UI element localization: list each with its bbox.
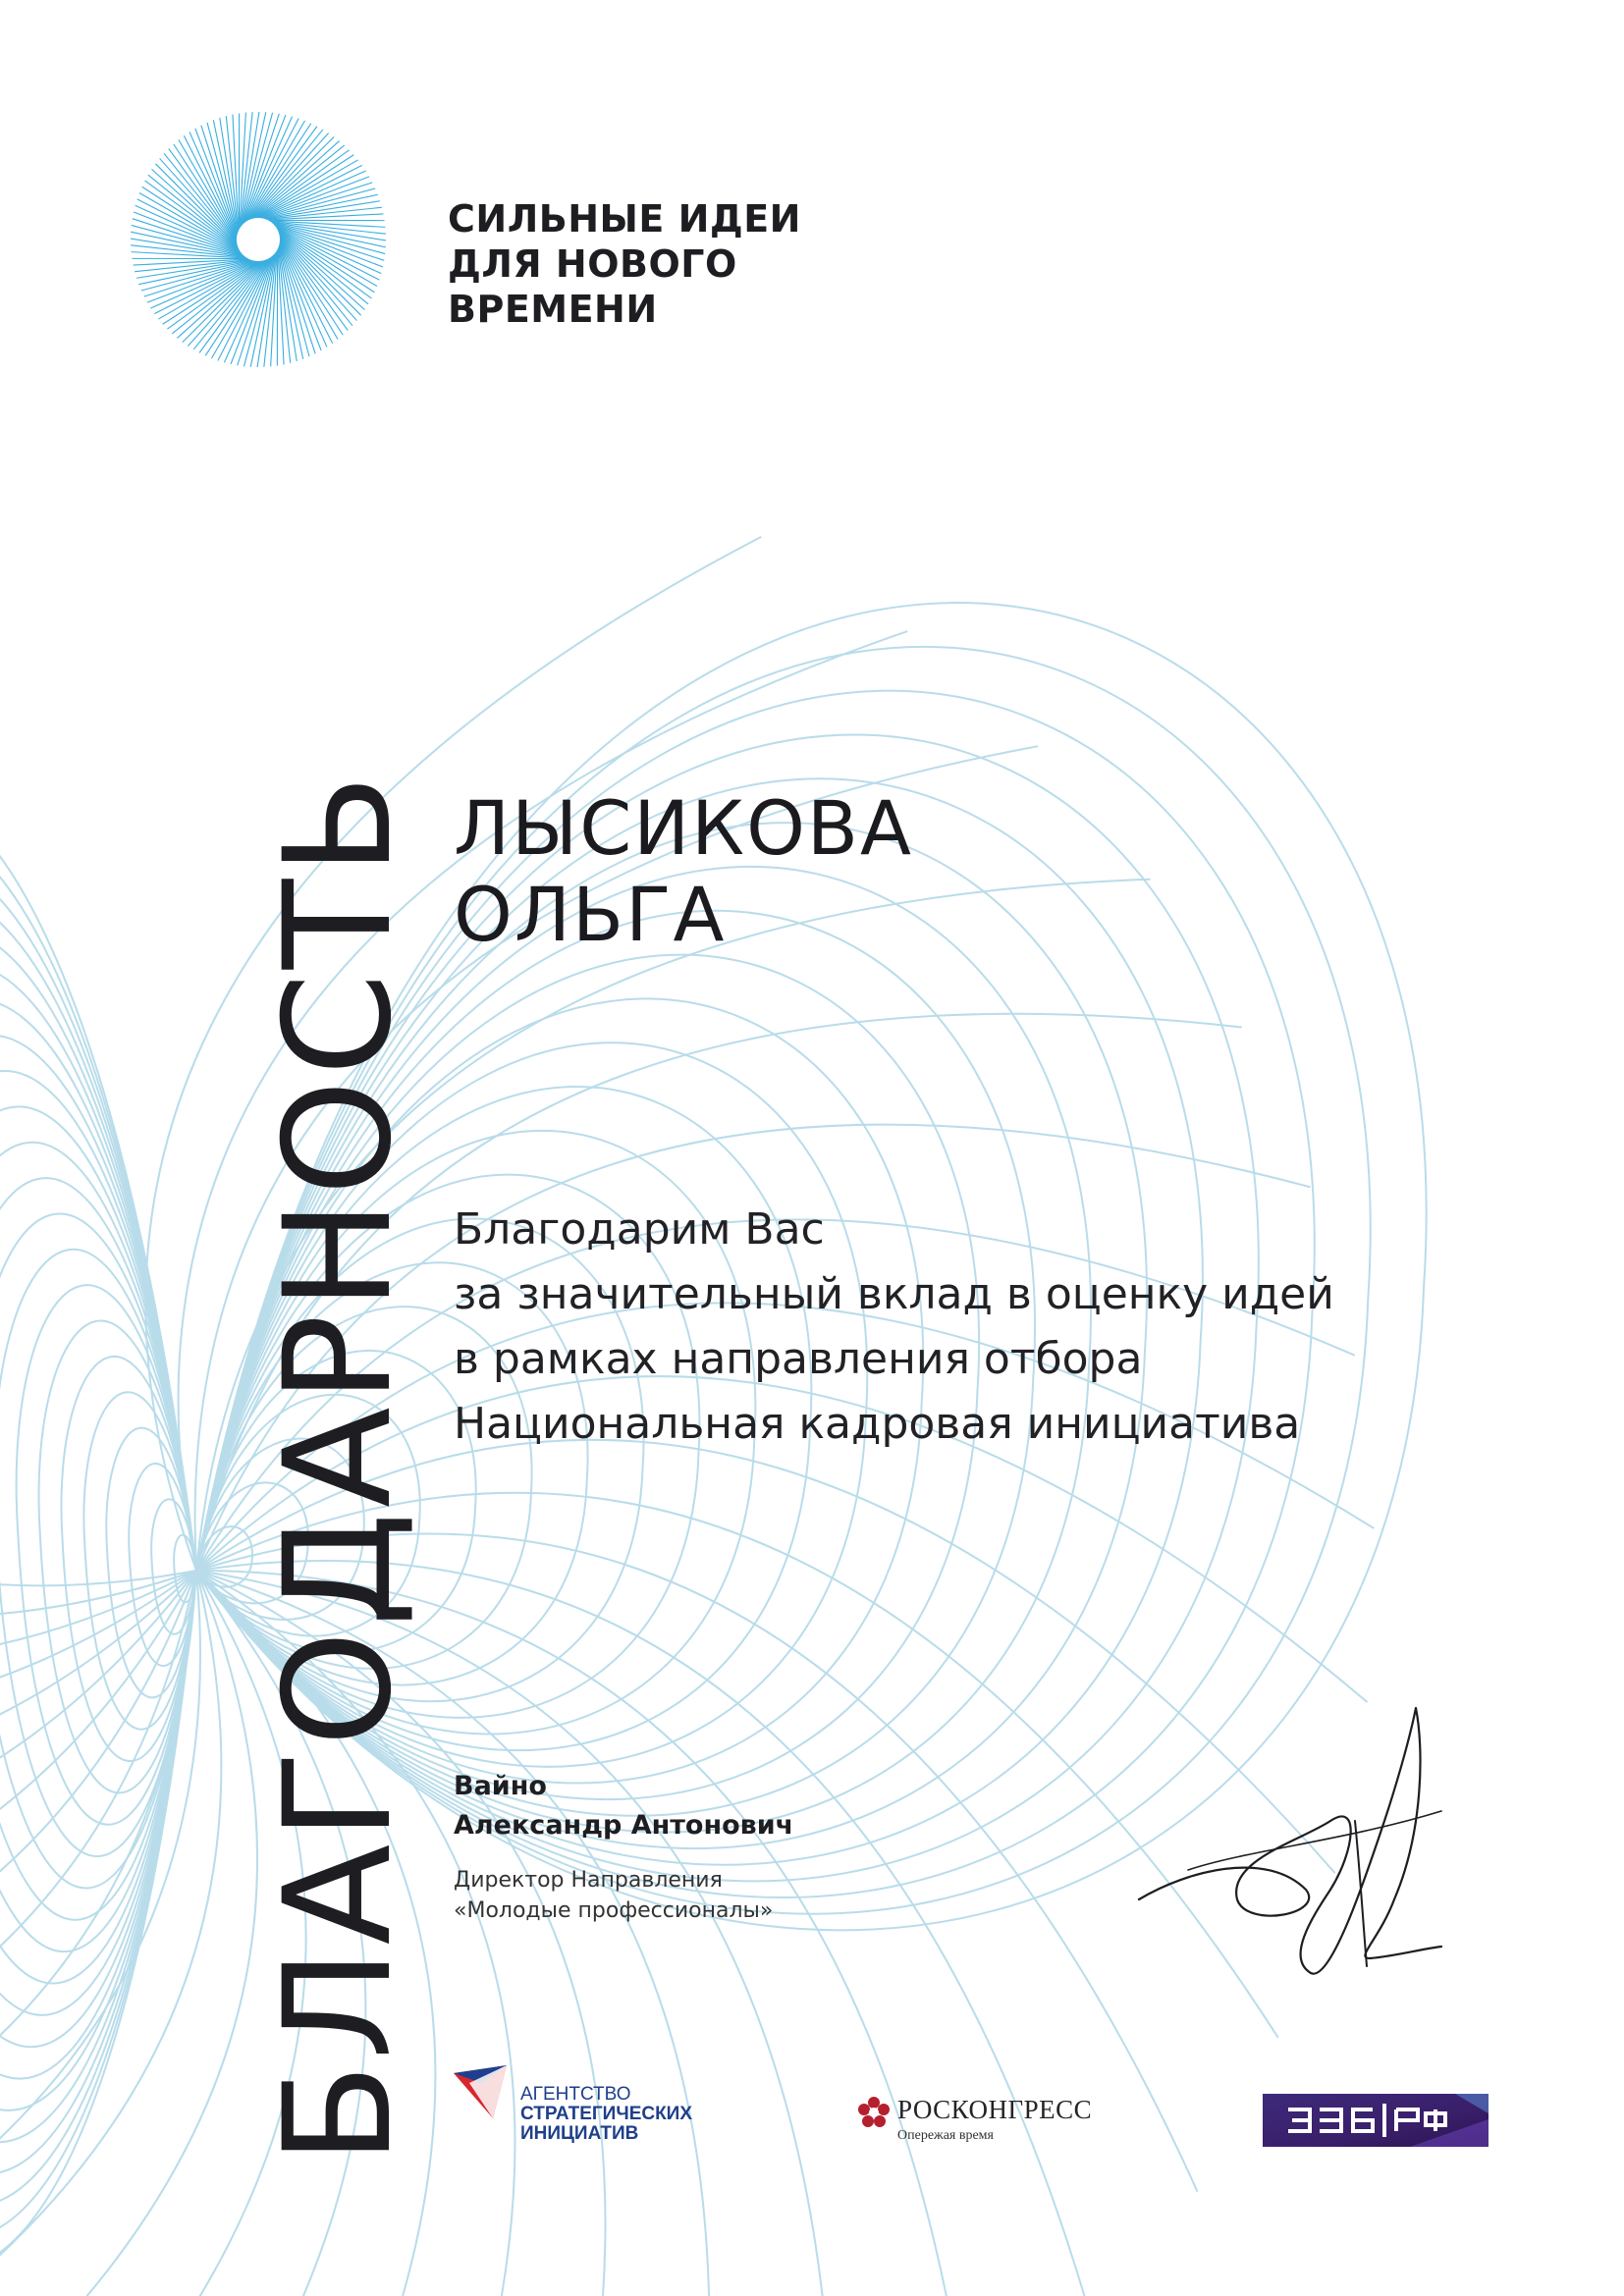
brand-title-line: ВРЕМЕНИ — [448, 288, 658, 331]
logo-ray — [172, 261, 262, 334]
asi-line: ИНИЦИАТИВ — [520, 2123, 639, 2144]
asi-line: АГЕНТСТВО — [520, 2084, 631, 2105]
signer-last-name: Вайно — [454, 1771, 547, 1801]
handwritten-signature — [1129, 1703, 1443, 1988]
mesh-line — [0, 1106, 196, 1983]
signer-first-names: Александр Антонович — [454, 1810, 794, 1841]
signer-name — [454, 1767, 793, 1845]
signer-role-line: «Молодые профессионалы» — [454, 1898, 774, 1923]
logo-center — [237, 218, 280, 261]
logo-ray — [164, 153, 237, 243]
radial-burst-logo-icon — [129, 110, 388, 369]
gratitude-message — [454, 1198, 1435, 1457]
message-line: за значительный вклад в оценку идей — [454, 1269, 1334, 1319]
signer-role — [454, 1865, 793, 1926]
mesh-line — [0, 857, 196, 2206]
roscongress-name: РОСКОНГРЕСС — [897, 2095, 1093, 2124]
brand-title — [448, 196, 860, 332]
brand-title-line: СИЛЬНЫЕ ИДЕИ — [448, 197, 801, 240]
signer-role-line: Директор Направления — [454, 1868, 723, 1893]
asi-line: СТРАТЕГИЧЕСКИХ — [520, 2104, 693, 2124]
roscongress-flower-icon — [856, 2095, 892, 2130]
mesh-line — [0, 1571, 257, 2296]
brand-title-line: ДЛЯ НОВОГО — [448, 242, 737, 286]
mesh-line — [0, 1036, 196, 2047]
signer-block — [454, 1767, 793, 1926]
recipient-first-name: ОЛЬГА — [454, 871, 727, 958]
message-line: Национальная кадровая инициатива — [454, 1399, 1301, 1449]
logo-ray — [280, 235, 352, 325]
asi-wordmark — [520, 2085, 692, 2144]
logo-ray — [253, 145, 344, 218]
recipient-name — [454, 785, 913, 958]
veb-logo — [1263, 2094, 1489, 2147]
asi-logo — [450, 2061, 705, 2150]
certificate-title-vertical: БЛАГОДАРНОСТЬ — [253, 770, 424, 2164]
message-line: в рамках направления отбора — [454, 1334, 1143, 1384]
mesh-line — [0, 1571, 196, 2159]
roscongress-logo — [856, 2093, 1102, 2152]
message-line: Благодарим Вас — [454, 1204, 825, 1255]
mesh-line — [0, 929, 196, 2143]
asi-flag-icon — [450, 2061, 518, 2120]
roscongress-tagline: Опережая время — [897, 2128, 994, 2143]
recipient-last-name: ЛЫСИКОВА — [454, 784, 914, 872]
